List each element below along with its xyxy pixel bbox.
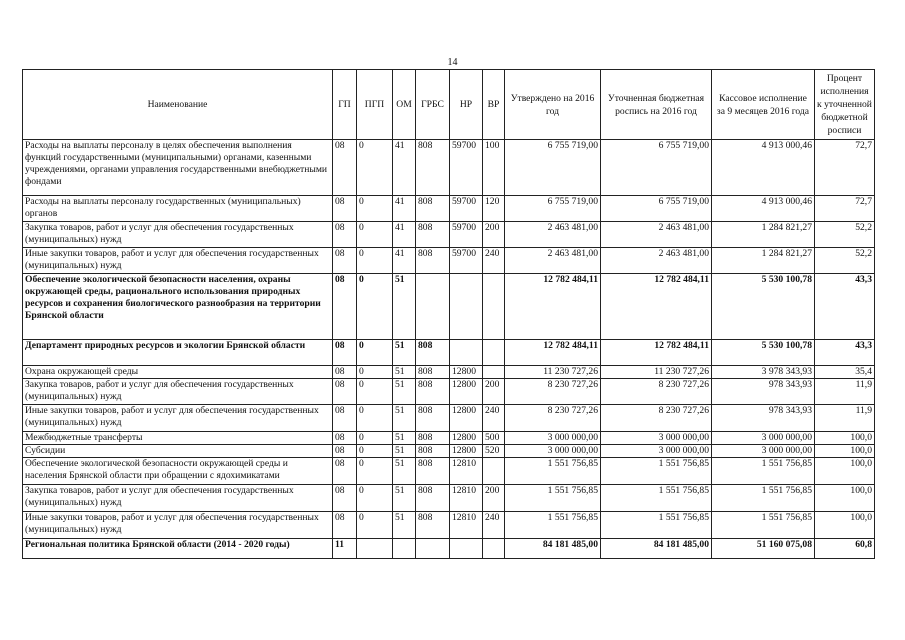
cell-vr [483, 539, 505, 559]
cell-np [450, 539, 483, 559]
cell-approved: 6 755 719,00 [505, 196, 601, 222]
cell-pgp: 0 [357, 340, 393, 366]
cell-percent: 72,7 [815, 196, 875, 222]
budget-table [22, 69, 875, 559]
cell-percent: 11,9 [815, 405, 875, 432]
cell-np: 59700 [450, 196, 483, 222]
cell-pgp: 0 [357, 222, 393, 248]
cell-vr: 200 [483, 485, 505, 512]
cell-name: Субсидии [23, 445, 333, 458]
cell-refined: 11 230 727,26 [601, 366, 712, 379]
cell-gp: 08 [333, 196, 357, 222]
cell-vr: 200 [483, 379, 505, 405]
table-row [23, 379, 875, 405]
cell-cash: 3 000 000,00 [712, 445, 815, 458]
cell-name: Обеспечение экологической безопасности окружающей среды и населения Брянской области при обращении с ядохимикатами [23, 458, 333, 485]
cell-vr: 240 [483, 512, 505, 539]
table-row [23, 445, 875, 458]
header-percent: Процент исполнения к уточненной бюджетной росписи [815, 70, 875, 140]
cell-approved: 12 782 484,11 [505, 340, 601, 366]
cell-cash: 1 284 821,27 [712, 222, 815, 248]
cell-pgp [357, 539, 393, 559]
cell-pgp: 0 [357, 379, 393, 405]
cell-om: 41 [393, 196, 416, 222]
cell-approved: 1 551 756,85 [505, 485, 601, 512]
table-row [23, 405, 875, 432]
cell-cash: 1 551 756,85 [712, 485, 815, 512]
cell-om: 41 [393, 222, 416, 248]
cell-percent: 52,2 [815, 248, 875, 274]
cell-om [393, 539, 416, 559]
cell-om: 51 [393, 458, 416, 485]
table-body [23, 140, 875, 559]
cell-refined: 8 230 727,26 [601, 405, 712, 432]
header-approved: Утверждено на 2016 год [505, 70, 601, 140]
cell-om: 51 [393, 366, 416, 379]
cell-pgp: 0 [357, 445, 393, 458]
table-header-row [23, 70, 875, 140]
table-row [23, 248, 875, 274]
cell-percent: 100,0 [815, 445, 875, 458]
table-row [23, 222, 875, 248]
cell-approved: 2 463 481,00 [505, 248, 601, 274]
cell-refined: 6 755 719,00 [601, 140, 712, 196]
cell-np: 59700 [450, 140, 483, 196]
cell-vr [483, 340, 505, 366]
cell-np: 12800 [450, 445, 483, 458]
cell-vr: 500 [483, 432, 505, 445]
cell-pgp: 0 [357, 248, 393, 274]
header-om: ОМ [393, 70, 416, 140]
cell-name: Региональная политика Брянской области (2014 - 2020 годы) [23, 539, 333, 559]
cell-refined: 1 551 756,85 [601, 458, 712, 485]
cell-np [450, 274, 483, 340]
cell-grbs: 808 [416, 196, 450, 222]
cell-grbs: 808 [416, 222, 450, 248]
header-pgp: ПГП [357, 70, 393, 140]
cell-refined: 2 463 481,00 [601, 222, 712, 248]
cell-np: 12800 [450, 432, 483, 445]
cell-approved: 1 551 756,85 [505, 512, 601, 539]
table-row [23, 196, 875, 222]
cell-approved: 12 782 484,11 [505, 274, 601, 340]
table-row [23, 432, 875, 445]
cell-om: 41 [393, 140, 416, 196]
cell-gp: 08 [333, 405, 357, 432]
cell-grbs: 808 [416, 340, 450, 366]
cell-name: Департамент природных ресурсов и экологии Брянской области [23, 340, 333, 366]
cell-approved: 8 230 727,26 [505, 379, 601, 405]
cell-approved: 3 000 000,00 [505, 445, 601, 458]
cell-gp: 08 [333, 222, 357, 248]
cell-refined: 12 782 484,11 [601, 274, 712, 340]
cell-name: Иные закупки товаров, работ и услуг для обеспечения государственных (муниципальных) нужд [23, 248, 333, 274]
cell-cash: 3 978 343,93 [712, 366, 815, 379]
cell-grbs [416, 274, 450, 340]
cell-approved: 1 551 756,85 [505, 458, 601, 485]
table-row [23, 274, 875, 340]
cell-cash: 3 000 000,00 [712, 432, 815, 445]
cell-pgp: 0 [357, 405, 393, 432]
cell-np: 12800 [450, 366, 483, 379]
cell-cash: 51 160 075,08 [712, 539, 815, 559]
cell-cash: 4 913 000,46 [712, 196, 815, 222]
cell-name: Расходы на выплаты персоналу государственных (муниципальных) органов [23, 196, 333, 222]
table-row [23, 485, 875, 512]
cell-name: Закупка товаров, работ и услуг для обеспечения государственных (муниципальных) нужд [23, 222, 333, 248]
cell-gp: 08 [333, 140, 357, 196]
cell-percent: 43,3 [815, 340, 875, 366]
cell-grbs: 808 [416, 485, 450, 512]
cell-grbs: 808 [416, 379, 450, 405]
cell-approved: 3 000 000,00 [505, 432, 601, 445]
cell-percent: 35,4 [815, 366, 875, 379]
header-np: НР [450, 70, 483, 140]
cell-np: 59700 [450, 222, 483, 248]
table-row [23, 140, 875, 196]
cell-vr: 520 [483, 445, 505, 458]
cell-vr: 240 [483, 405, 505, 432]
table-row [23, 539, 875, 559]
cell-approved: 6 755 719,00 [505, 140, 601, 196]
cell-name: Закупка товаров, работ и услуг для обеспечения государственных (муниципальных) нужд [23, 485, 333, 512]
table-row [23, 340, 875, 366]
cell-cash: 4 913 000,46 [712, 140, 815, 196]
cell-percent: 60,8 [815, 539, 875, 559]
cell-name: Охрана окружающей среды [23, 366, 333, 379]
cell-name: Иные закупки товаров, работ и услуг для обеспечения государственных (муниципальных) нужд [23, 512, 333, 539]
cell-grbs: 808 [416, 248, 450, 274]
cell-cash: 978 343,93 [712, 379, 815, 405]
cell-np: 12800 [450, 379, 483, 405]
cell-name: Закупка товаров, работ и услуг для обеспечения государственных (муниципальных) нужд [23, 379, 333, 405]
cell-vr: 200 [483, 222, 505, 248]
cell-name: Расходы на выплаты персоналу в целях обеспечения выполнения функций государственными (муниципальными) органами, казенными учреждениями, органами управления государственными внебюджетными фондами [23, 140, 333, 196]
cell-percent: 100,0 [815, 485, 875, 512]
cell-refined: 8 230 727,26 [601, 379, 712, 405]
cell-om: 51 [393, 445, 416, 458]
page-number: 14 [447, 57, 458, 68]
cell-gp: 11 [333, 539, 357, 559]
cell-vr [483, 458, 505, 485]
cell-approved: 8 230 727,26 [505, 405, 601, 432]
cell-approved: 11 230 727,26 [505, 366, 601, 379]
cell-name: Иные закупки товаров, работ и услуг для обеспечения государственных (муниципальных) нужд [23, 405, 333, 432]
cell-pgp: 0 [357, 432, 393, 445]
cell-om: 41 [393, 248, 416, 274]
cell-cash: 978 343,93 [712, 405, 815, 432]
cell-cash: 5 530 100,78 [712, 274, 815, 340]
cell-refined: 3 000 000,00 [601, 445, 712, 458]
header-vr: ВР [483, 70, 505, 140]
cell-om: 51 [393, 340, 416, 366]
cell-pgp: 0 [357, 140, 393, 196]
cell-gp: 08 [333, 366, 357, 379]
cell-vr: 120 [483, 196, 505, 222]
cell-approved: 84 181 485,00 [505, 539, 601, 559]
cell-refined: 3 000 000,00 [601, 432, 712, 445]
cell-np: 12810 [450, 485, 483, 512]
cell-om: 51 [393, 512, 416, 539]
cell-name: Межбюджетные трансферты [23, 432, 333, 445]
cell-om: 51 [393, 379, 416, 405]
cell-grbs: 808 [416, 405, 450, 432]
cell-gp: 08 [333, 485, 357, 512]
cell-pgp: 0 [357, 485, 393, 512]
cell-gp: 08 [333, 458, 357, 485]
cell-om: 51 [393, 432, 416, 445]
cell-percent: 43,3 [815, 274, 875, 340]
cell-gp: 08 [333, 512, 357, 539]
cell-refined: 2 463 481,00 [601, 248, 712, 274]
cell-np: 12800 [450, 405, 483, 432]
cell-grbs: 808 [416, 140, 450, 196]
cell-grbs: 808 [416, 445, 450, 458]
cell-approved: 2 463 481,00 [505, 222, 601, 248]
header-grbs: ГРБС [416, 70, 450, 140]
cell-name: Обеспечение экологической безопасности населения, охраны окружающей среды, рационального использования природных ресурсов и сохранения биологического разнообразия на территории Брянской области [23, 274, 333, 340]
cell-gp: 08 [333, 248, 357, 274]
cell-np: 59700 [450, 248, 483, 274]
cell-gp: 08 [333, 432, 357, 445]
cell-np: 12810 [450, 512, 483, 539]
cell-gp: 08 [333, 445, 357, 458]
cell-gp: 08 [333, 274, 357, 340]
cell-percent: 72,7 [815, 140, 875, 196]
table-row [23, 366, 875, 379]
table-row [23, 512, 875, 539]
cell-grbs: 808 [416, 432, 450, 445]
cell-gp: 08 [333, 379, 357, 405]
cell-refined: 1 551 756,85 [601, 512, 712, 539]
cell-cash: 1 551 756,85 [712, 512, 815, 539]
cell-refined: 12 782 484,11 [601, 340, 712, 366]
cell-om: 51 [393, 485, 416, 512]
cell-percent: 52,2 [815, 222, 875, 248]
cell-pgp: 0 [357, 458, 393, 485]
cell-vr [483, 366, 505, 379]
cell-vr: 100 [483, 140, 505, 196]
cell-cash: 5 530 100,78 [712, 340, 815, 366]
cell-gp: 08 [333, 340, 357, 366]
cell-om: 51 [393, 274, 416, 340]
cell-pgp: 0 [357, 274, 393, 340]
table-row [23, 458, 875, 485]
cell-refined: 84 181 485,00 [601, 539, 712, 559]
cell-grbs [416, 539, 450, 559]
cell-cash: 1 284 821,27 [712, 248, 815, 274]
cell-vr [483, 274, 505, 340]
cell-grbs: 808 [416, 512, 450, 539]
cell-percent: 100,0 [815, 432, 875, 445]
cell-grbs: 808 [416, 366, 450, 379]
cell-percent: 11,9 [815, 379, 875, 405]
cell-pgp: 0 [357, 512, 393, 539]
cell-np: 12810 [450, 458, 483, 485]
cell-om: 51 [393, 405, 416, 432]
cell-refined: 1 551 756,85 [601, 485, 712, 512]
header-refined: Уточненная бюджетная роспись на 2016 год [601, 70, 712, 140]
cell-np [450, 340, 483, 366]
cell-vr: 240 [483, 248, 505, 274]
header-cash: Кассовое исполнение за 9 месяцев 2016 года [712, 70, 815, 140]
cell-cash: 1 551 756,85 [712, 458, 815, 485]
header-name: Наименование [23, 70, 333, 140]
cell-refined: 6 755 719,00 [601, 196, 712, 222]
cell-grbs: 808 [416, 458, 450, 485]
cell-percent: 100,0 [815, 512, 875, 539]
header-gp: ГП [333, 70, 357, 140]
cell-pgp: 0 [357, 196, 393, 222]
cell-percent: 100,0 [815, 458, 875, 485]
cell-pgp: 0 [357, 366, 393, 379]
